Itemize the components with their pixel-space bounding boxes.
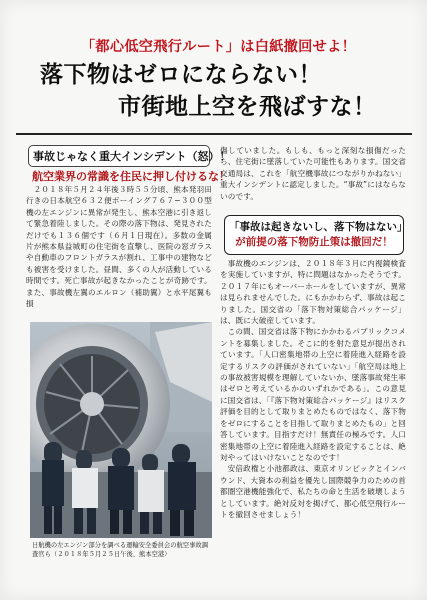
right-heading-line2: が前提の落下物防止策は撤回だ！: [235, 236, 393, 248]
headline-line2: 市街地上空を飛ばすな！: [118, 94, 377, 120]
right-article-paragraph: 事故機のエンジンは、２０１８年３月に内視鏡検査を実施していますが、特に問題はなかったそうです。２０１７年にもオーバーホールをしていますが、異常は見られませんでした。にもかかわらず、事故は起こりました。国交省の「落下物対策総合パッケージ」は、既に大破産しています。: [220, 259, 406, 326]
divider: [16, 133, 412, 135]
photo-caption: 日航機の左エンジン部分を調べる運輸安全委員会の航空事故調査官ら（２０１８年５月２５日午後、熊本空港）: [32, 542, 208, 558]
left-article-paragraph: ２０１８年５月２４年後３時５５分頃、熊本発羽田行きの日本航空６３２便ボーイング７６７−３００型機の左エンジンに異常が発生し、熊本空港に引き返して緊急着陸しました。その際の落下物は、発見されただけでも１３６個です（６月１日現在）。多数の金属片が熊本県益城町の住宅街を直撃し、医院の窓ガラスや自動車のフロントガラスが割れ、工事中の建物なども被害を受けました。昼間、多くの人が活動している時間です。死亡事故が起きなかったことが奇跡です。また、事故機左翼のエルロン（補助翼）と水平尾翼も損: [26, 185, 212, 309]
right-article-top: [220, 145, 406, 202]
left-article-body: [26, 184, 212, 309]
left-heading-line2: 航空業界の常識を住民に押し付けるな！: [32, 170, 230, 183]
headline-line1: 落下物はゼロにならない！: [40, 62, 322, 88]
right-article-body: [220, 258, 406, 520]
left-article-heading: [28, 145, 231, 184]
right-article-paragraph: この間、国交省は落下物にかかわるパブリックコメントを募集しました。そこに的を射た意見が提出されています。「人口密集地帯の上空に着陸進入経路を設定するリスクの評価がされていない」「航空局は地上の事故被害規模を理解していないか、墜落事故発生率はゼロと考えているかのいずれかである」。この意見に国交省は、「『落下物対策総合パッケージ』はリスク評価を目的として取りまとめたものではなく、落下物をゼロにすることを目指して取りまとめたもの」と回答しています。目指すだけ！無責任の極みです。人口密集地帯の上空に着陸進入経路を設定することは、絶対やってはいけないことなのです！: [220, 327, 406, 462]
right-article-heading: [224, 215, 408, 255]
top-title: 「都心低空飛行ルート」は白紙撤回せよ！: [80, 39, 357, 55]
right-heading-line1: 「事故は起きないし、落下物はない」: [229, 221, 408, 233]
right-article-paragraph: 安倍政権と小池都政は、東京オリンピックとインバウンド、大資本の利益を優先し国際競争力のための首都圏空港機能強化で、私たちの命と生活を破壊しようとしています。絶対反対を掲げて、都心低空飛行ルートを撤回させましょう！: [220, 464, 406, 519]
right-article-continuation: 傷していました。もしも、もっと深刻な損傷だったら、住宅街に墜落していた可能性もあります。国交省交通局は、これを「航空機事故につながりかねない」重大インシデントに認定しました。“事故”にはならないのです。: [220, 146, 406, 201]
left-heading-line1: 事故じゃなく重大インシデント（怒）！: [28, 145, 210, 167]
engine-inspection-photo: [30, 322, 212, 538]
